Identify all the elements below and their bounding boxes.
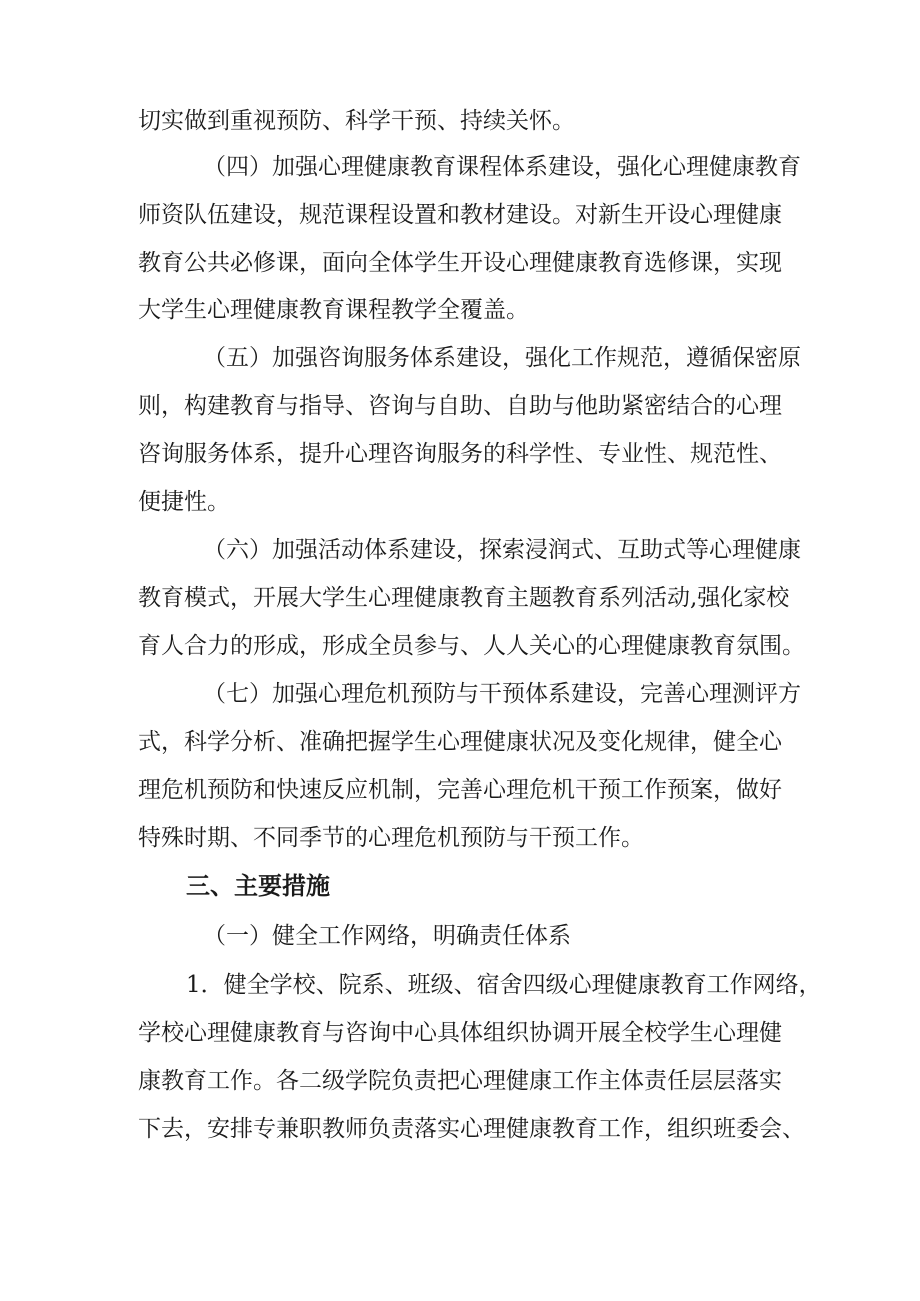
paragraph-line: 学校心理健康教育与咨询中心具体组织协调开展全校学生心理健 [138, 1020, 782, 1046]
paragraph-line: 教育公共必修课，面向全体学生开设心理健康教育选修课，实现 [138, 250, 782, 276]
paragraph-line: 大学生心理健康教育课程教学全覆盖。 [138, 297, 529, 323]
paragraph-line: 育人合力的形成，形成全员参与、人人关心的心理健康教育氛围。 [138, 633, 805, 659]
paragraph-line: 1．健全学校、院系、班级、宿舍四级心理健康教育工作网络， [186, 972, 822, 998]
paragraph-line: 切实做到重视预防、科学干预、持续关怀。 [138, 108, 575, 134]
paragraph-line: 则，构建教育与指导、咨询与自助、自助与他助紧密结合的心理 [138, 393, 782, 419]
section-heading: 三、主要措施 [186, 872, 330, 900]
subsection-heading: （一）健全工作网络，明确责任体系 [203, 923, 571, 949]
paragraph-line: （五）加强咨询服务体系建设，强化工作规范，遵循保密原 [203, 345, 801, 371]
paragraph-line: 理危机预防和快速反应机制，完善心理危机干预工作预案，做好 [138, 777, 782, 803]
paragraph-line: （四）加强心理健康教育课程体系建设，强化心理健康教育 [203, 154, 801, 180]
paragraph-line: 咨询服务体系，提升心理咨询服务的科学性、专业性、规范性、 [138, 441, 782, 467]
paragraph-line: 式，科学分析、准确把握学生心理健康状况及变化规律，健全心 [138, 729, 782, 755]
paragraph-line: 下去，安排专兼职教师负责落实心理健康教育工作，组织班委会、 [138, 1116, 805, 1142]
paragraph-line: 特殊时期、不同季节的心理危机预防与干预工作。 [138, 825, 644, 851]
paragraph-line: （七）加强心理危机预防与干预体系建设，完善心理测评方 [203, 681, 801, 707]
paragraph-line: 师资队伍建设，规范课程设置和教材建设。对新生开设心理健康 [138, 202, 782, 228]
paragraph-line: 便捷性。 [138, 489, 230, 515]
paragraph-line: 康教育工作。各二级学院负责把心理健康工作主体责任层层落实 [138, 1068, 782, 1094]
paragraph-line: （六）加强活动体系建设，探索浸润式、互助式等心理健康 [203, 537, 801, 563]
paragraph-line: 教育模式，开展大学生心理健康教育主题教育系列活动,强化家校 [138, 585, 790, 611]
